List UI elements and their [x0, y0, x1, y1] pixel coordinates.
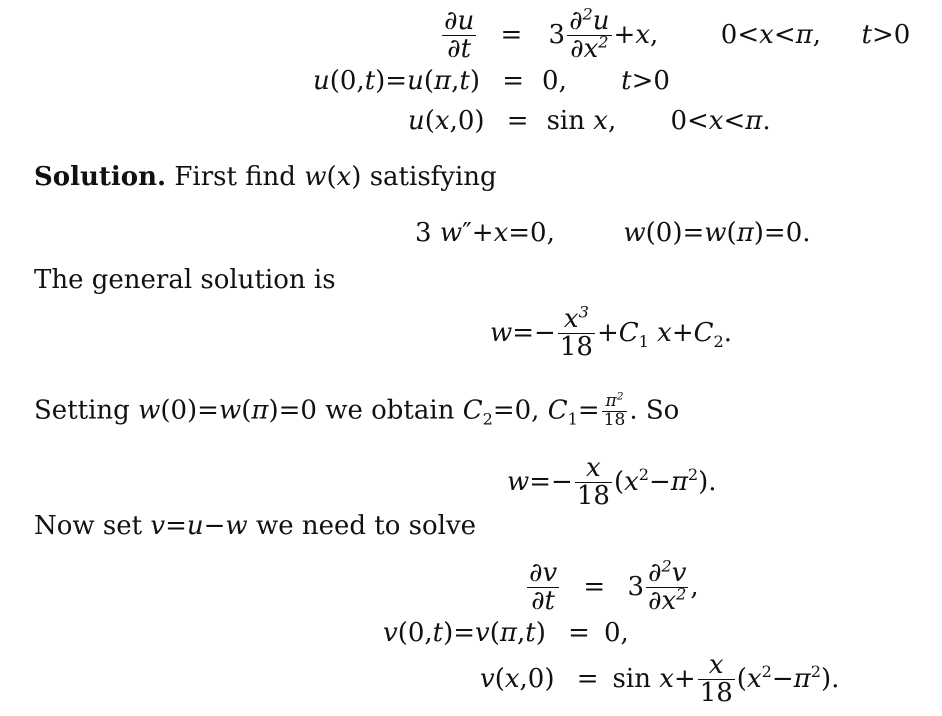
homog-row-2: v(0,t)=v(π,t) = 0,	[383, 618, 629, 648]
solution-intro: Solution. First find w(x) satisfying	[34, 162, 497, 192]
homog-row-1: $\frac{\partial v}{\partial t}$ = 3 $\frac{\partial^2v}{\partial x^2}$ ,	[529, 556, 699, 617]
general-solution-text: The general solution is	[34, 265, 336, 295]
solution-label: Solution.	[34, 162, 167, 192]
equation-row-1: $\frac{\partial u}{\partial t}$ = 3 $\frac{\partial^2u}{\partial x^2}$ +x, 0<x<π, t>0	[444, 4, 911, 65]
particular-solution-equation: w=− $\frac{x}{18}$ $(x^2-\pi^2)$.	[507, 453, 717, 512]
setting-text: Setting w(0)=w(π)=0 we obtain $C_2=0$, $C_1=$ $\frac{\pi^2}{18}$ . So	[34, 390, 680, 430]
ode-equation: 3 w″+x=0, w(0)=w(π)=0.	[415, 218, 811, 248]
equation-row-3: u(x,0) = sin x, 0<x<π.	[408, 106, 771, 136]
now-set-text: Now set v=u−w we need to solve	[34, 511, 477, 541]
homog-row-3: v(x,0) = sin x+ $\frac{x}{18}$ $(x^2-\pi^2)$.	[480, 650, 840, 709]
general-solution-equation: w=− $\frac{x^3}{18}$ $+C_1$ $x+C_2$.	[490, 302, 733, 363]
equation-row-2: u(0,t)=u(π,t) = 0, t>0	[313, 66, 670, 96]
